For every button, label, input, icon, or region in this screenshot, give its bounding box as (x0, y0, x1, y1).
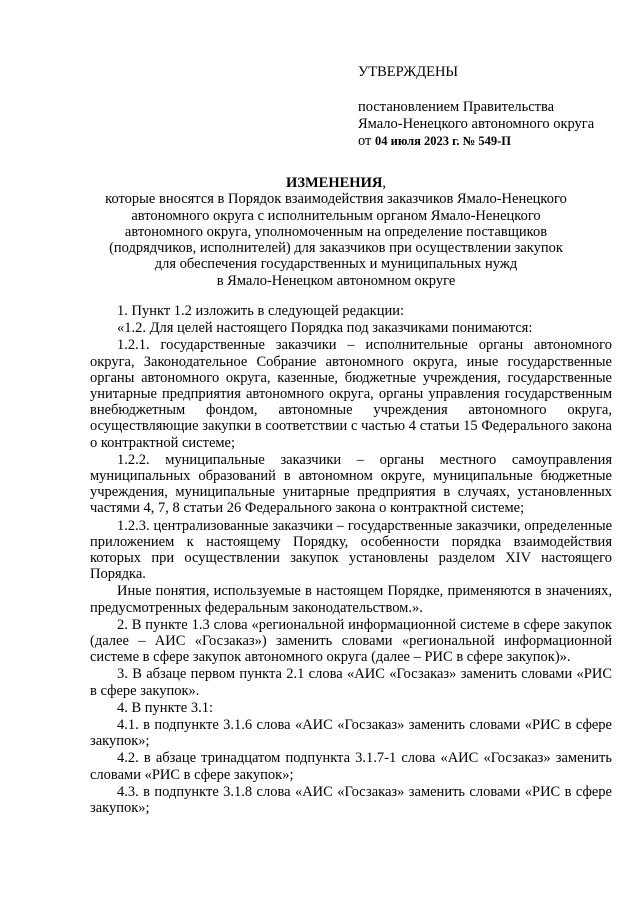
title-heading: ИЗМЕНЕНИЯ (286, 175, 383, 191)
title-subline: (подрядчиков, исполнителей) для заказчиков при осуществлении закупок (109, 240, 563, 257)
approved-label: УТВЕРЖДЕНЫ (358, 64, 459, 80)
document-body (90, 303, 612, 817)
body-paragraph: 4.1. в подпункте 3.1.6 слова «АИС «Госзаказ» заменить словами «РИС в сфере закупок»; (90, 717, 612, 750)
title-subline: которые вносятся в Порядок взаимодействия заказчиков Ямало-Ненецкого (105, 191, 567, 208)
title-subline: в Ямало-Ненецком автономном округе (216, 272, 456, 289)
approval-date-number: 04 июля 2023 г. № 549-П (375, 134, 511, 148)
document-title (60, 175, 612, 289)
body-paragraph: 4. В пункте 3.1: (117, 699, 213, 716)
body-paragraph: 1.2.1. государственные заказчики – исполнительные органы автономного округа, Законодательное Собрание автономного округа, иные государственные органы автономного округа, казенные, бюджетные учреждения, государственные унитарные предприятия автономного округа, органы управления государственным внебюджетным фондом, автономные учреждения автономного округа, осуществляющие закупки в соответствии с частью 4 статьи 15 Федерального закона о контрактной системе; (90, 337, 612, 451)
approval-from-prefix: от (358, 133, 372, 149)
approval-line-2: Ямало-Ненецкого автономного округа (358, 116, 595, 132)
body-paragraph: 2. В пункте 1.3 слова «региональной информационной системе в сфере закупок (далее – АИС «Госзаказ») заменить словами «региональной информационной системе в сфере закупок автономного округа (далее – РИС в сфере закупок)». (90, 616, 612, 666)
body-paragraph: 3. В абзаце первом пункта 2.1 слова «АИС «Госзаказ» заменить словами «РИС в сфере закупок». (90, 666, 612, 699)
title-subline: для обеспечения государственных и муниципальных нужд (154, 256, 518, 273)
body-paragraph: Иные понятия, используемые в настоящем Порядке, применяются в значениях, предусмотренных федеральным законодательством.». (90, 583, 612, 616)
approval-date-line (358, 133, 618, 150)
body-paragraph: 1. Пункт 1.2 изложить в следующей редакции: (117, 303, 405, 319)
title-heading-line (60, 175, 612, 191)
approval-block (358, 64, 618, 150)
body-paragraph: 1.2.2. муниципальные заказчики – органы местного самоуправления муниципальных образований в автономном округе, муниципальные бюджетные учреждения, муниципальные унитарные предприятия в случаях, установленных частями 4, 7, 8 статьи 26 Федерального закона о контрактной системе; (90, 451, 612, 517)
body-paragraph: 4.2. в абзаце тринадцатом подпункта 3.1.7-1 слова «АИС «Госзаказ» заменить словами «РИС в сфере закупок»; (90, 750, 612, 783)
body-paragraph: 1.2.3. централизованные заказчики – государственные заказчики, определенные приложением к настоящему Порядку, особенности порядка взаимодействия которых при осуществлении закупок установлены разделом XIV настоящего Порядка. (90, 517, 612, 583)
title-subline: автономного округа с исполнительным органом Ямало-Ненецкого (131, 207, 541, 224)
title-heading-comma: , (382, 175, 386, 191)
title-subline: автономного округа, уполномоченным на определение поставщиков (124, 223, 548, 240)
body-paragraph: «1.2. Для целей настоящего Порядка под заказчиками понимаются: (117, 320, 533, 337)
approval-line-1: постановлением Правительства (358, 99, 555, 115)
body-paragraph: 4.3. в подпункте 3.1.8 слова «АИС «Госзаказ» заменить словами «РИС в сфере закупок»; (90, 783, 612, 817)
